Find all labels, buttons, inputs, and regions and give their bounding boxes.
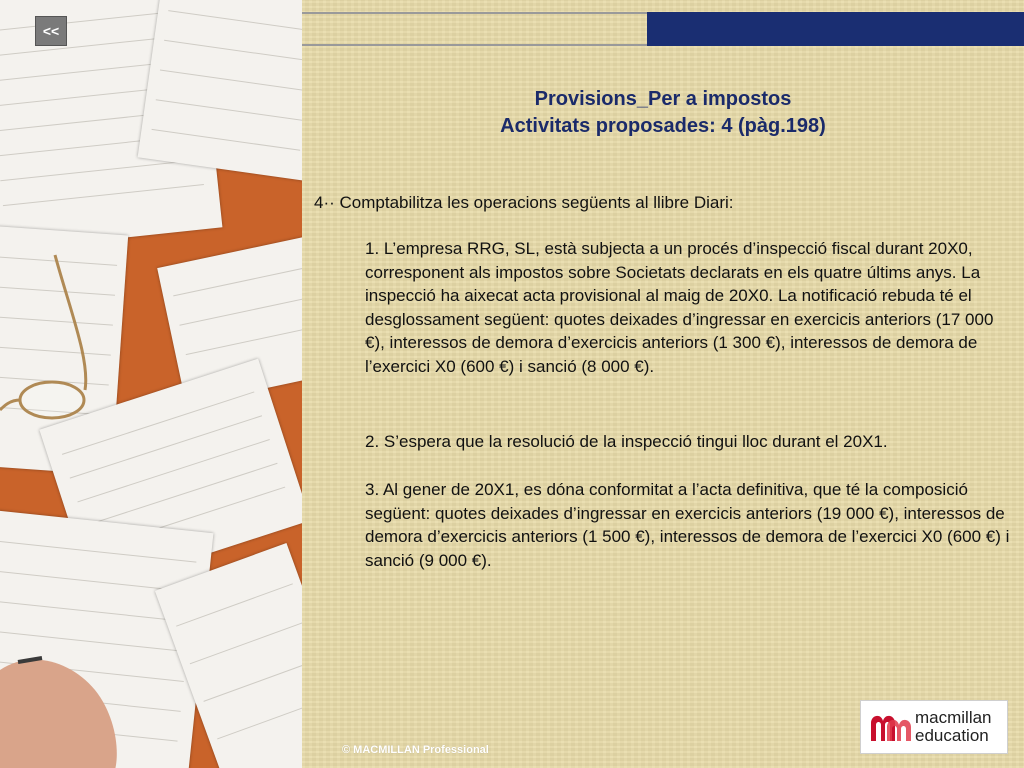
slide-title: Provisions_Per a impostos: [534, 88, 792, 110]
eyeglasses-icon: [0, 250, 120, 430]
exercise-intro: 4·· Comptabilitza les operacions següents al llibre Diari:: [314, 193, 734, 212]
header-accent-bar: [647, 12, 1024, 46]
slide-content: [302, 0, 1024, 768]
hand-with-pen-icon: [0, 630, 130, 768]
exercise-item-3: 3. Al gener de 20X1, es dóna conformitat a l’acta definitiva, que té la composició següent: quotes deixades d’ingressar en exercicis anteriors (19 000 €), interessos de demora d’exercicis anteriors (1 500 €), interessos de demora de l’exercici X0 (600 €) i sanció (9 000 €).: [365, 480, 1010, 570]
exercise-item-1: 1. L’empresa RRG, SL, està subjecta a un procés d’inspecció fiscal durant 20X0, corresponent als impostos sobre Societats declarats en els quatre últims anys. La inspecció ha aixecat acta provisional al maig de 20X0. La notificació rebuda té el desglossament següent: quotes deixades d’ingressar en exercicis anteriors (17 000 €), interessos de demora d’exercicis anteriors (1 300 €), interessos de demora de l’exercici X0 (600 €) i sanció (8 000 €).: [365, 239, 994, 376]
decorative-photo-panel: [0, 0, 302, 768]
tax-form-paper: [138, 0, 302, 181]
header-divider: [302, 44, 647, 46]
back-button[interactable]: <<: [35, 16, 67, 46]
logo-wordmark: macmillan education: [915, 708, 992, 745]
slide-subtitle: Activitats proposades: 4 (pàg.198): [500, 115, 826, 137]
copyright-footer: © MACMILLAN Professional: [342, 744, 489, 756]
exercise-item-2: 2. S’espera que la resolució de la inspecció tingui lloc durant el 20X1.: [365, 432, 888, 451]
macmillan-logo-icon: [869, 707, 911, 747]
header-divider: [302, 12, 647, 14]
macmillan-education-logo: [860, 700, 1008, 754]
